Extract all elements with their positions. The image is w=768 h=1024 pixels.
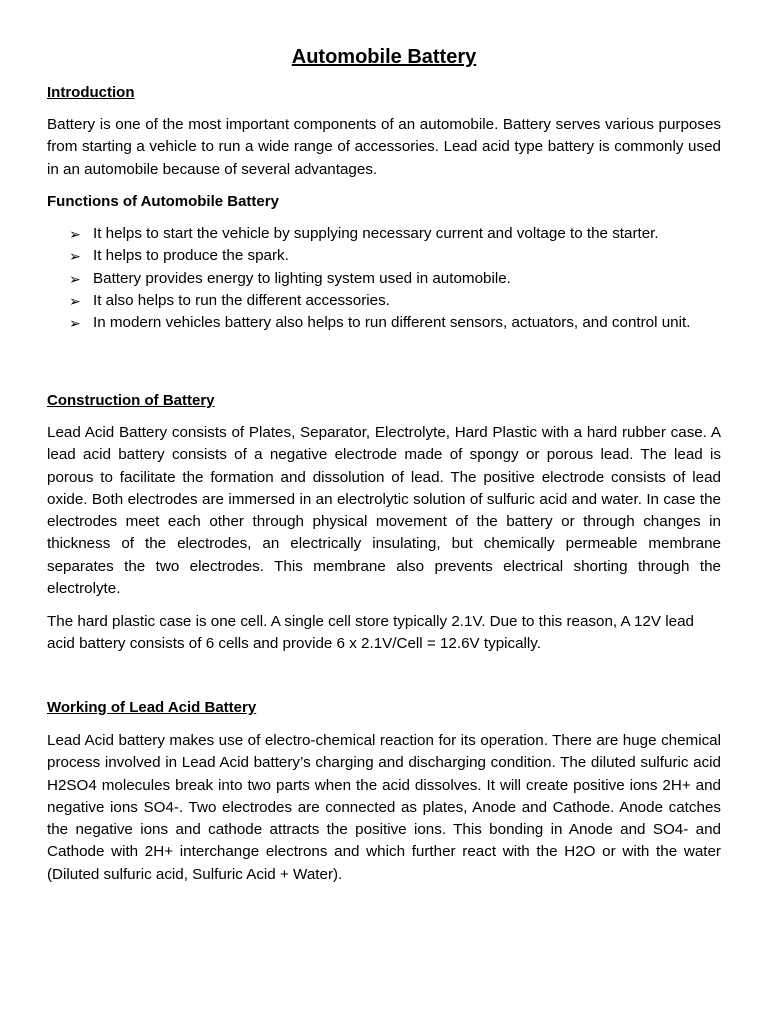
functions-heading: Functions of Automobile Battery: [47, 193, 279, 210]
arrow-bullet-icon: ➢: [69, 248, 81, 265]
working-paragraph: Lead Acid battery makes use of electro-chemical reaction for its operation. There are huge chemical process involved in Lead Acid battery’s charging and discharging condition. The diluted sulfuric acid H2SO4 molecules break into two parts when the acid dissolves. It will create positive ions 2H+ and negative ions SO4-. Two electrodes are connected as plates, Anode and Cathode. Anode catches the negative ions and cathode attracts the positive ions. This bonding in Anode and SO4- and Cathode with 2H+ interchange electrons and which further react with the H2O or with the water (Diluted sulfuric acid, Sulfuric Acid + Water).: [47, 732, 721, 883]
arrow-bullet-icon: ➢: [69, 226, 81, 242]
list-item: [47, 223, 721, 245]
list-item: [47, 312, 721, 334]
construction-paragraph-2: The hard plastic case is one cell. A single cell store typically 2.1V. Due to this reason, A 12V lead acid battery consists of 6 cells and provide 6 x 2.1V/Cell = 12.6V typically.: [47, 613, 694, 653]
introduction-heading: Introduction: [47, 84, 135, 101]
list-item-text: In modern vehicles battery also helps to run different sensors, actuators, and control unit.: [93, 314, 691, 332]
document-title: Automobile Battery: [291, 46, 477, 68]
list-item-text: It helps to start the vehicle by supplying necessary current and voltage to the starter.: [93, 225, 659, 242]
functions-list: [47, 223, 721, 334]
list-item: [47, 290, 721, 312]
working-heading: Working of Lead Acid Battery: [47, 699, 257, 716]
list-item-text: It helps to produce the spark.: [93, 247, 289, 265]
arrow-bullet-icon: ➢: [69, 315, 81, 332]
arrow-bullet-icon: ➢: [69, 292, 81, 309]
construction-paragraph-1: Lead Acid Battery consists of Plates, Separator, Electrolyte, Hard Plastic with a hard rubber case. A lead acid battery consists of a negative electrode made of spongy or porous lead. The lead is porous to facilitate the formation and dissolution of lead. The positive electrode consists of lead oxide. Both electrodes are immersed in an electrolytic solution of sulfuric acid and water. In case the electrodes meet each other through physical movement of the battery or through changes in thickness of the electrodes, an electrically insulating, but chemically permeable membrane separates the two electrodes. This membrane also prevents electrical shorting through the electrolyte.: [47, 424, 721, 598]
construction-heading: Construction of Battery: [47, 392, 215, 409]
list-item: [47, 245, 721, 267]
arrow-bullet-icon: ➢: [69, 270, 81, 287]
list-item: [47, 268, 721, 290]
introduction-paragraph: Battery is one of the most important components of an automobile. Battery serves various purposes from starting a vehicle to run a wide range of accessories. Lead acid type battery is commonly used in an automobile because of several advantages.: [47, 116, 721, 178]
list-item-text: Battery provides energy to lighting system used in automobile.: [93, 269, 511, 287]
list-item-text: It also helps to run the different accessories.: [93, 291, 390, 309]
